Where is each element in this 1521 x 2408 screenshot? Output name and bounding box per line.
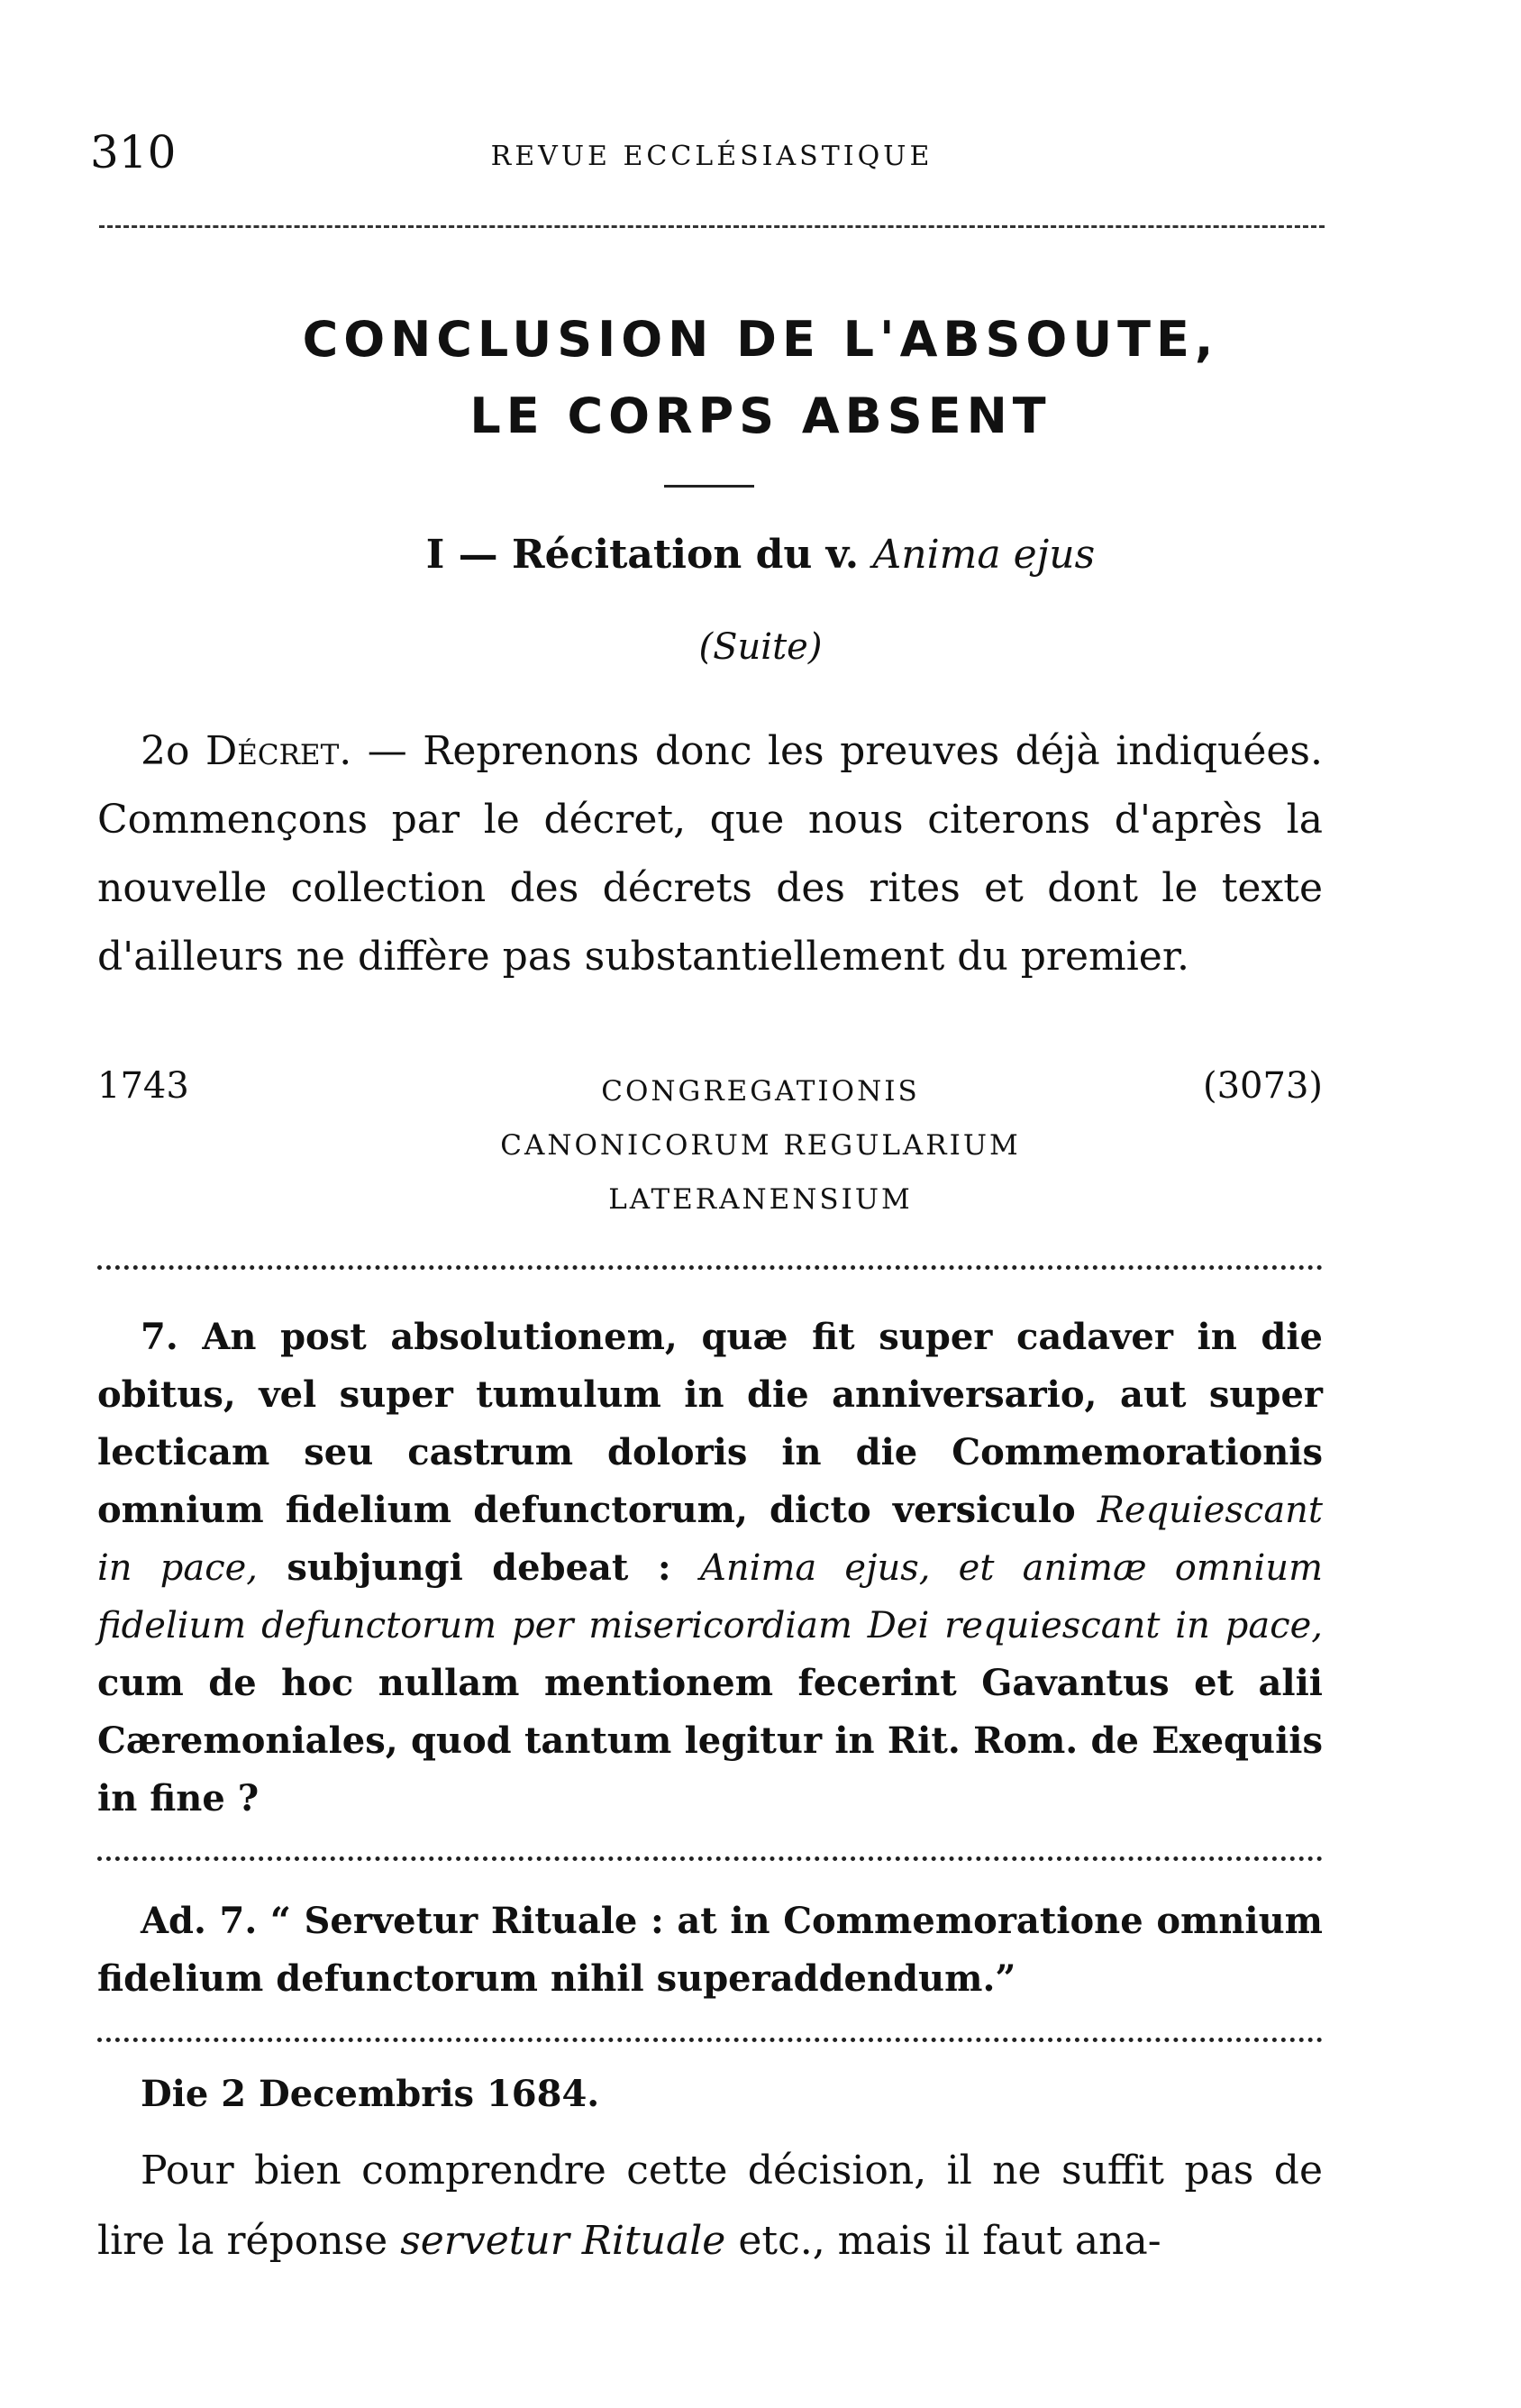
header-rule	[99, 225, 1325, 228]
page-header	[90, 126, 1334, 180]
section-heading-italic: Anima ejus	[872, 532, 1096, 578]
question-7-part3: cum de hoc nullam mentionem fecerint Gavantus et alii Cæremoniales, quod tantum legitur in Rit. Rom. de Exequiis in fine ?	[97, 1662, 1323, 1820]
paragraph-smallcaps: Décret.	[205, 728, 352, 774]
page-number: 310	[90, 126, 177, 178]
article-title-line2: LE CORPS ABSENT	[469, 388, 1052, 444]
paragraph-text: — Reprenons donc les preuves déjà indiquées. Commençons par le décret, que nous citerons d'après la nouvelle collection des décrets des rites et dont le texte d'ailleurs ne diffère pas substantiellement du premier.	[97, 728, 1323, 980]
paragraph-commentary	[97, 2136, 1323, 2276]
paragraph-decret	[97, 717, 1323, 991]
decree-heading-line3: LATERANENSIUM	[608, 1183, 913, 1216]
section-heading	[0, 532, 1521, 578]
section-suite: (Suite)	[698, 626, 823, 668]
question-7-italic2: Anima ejus, et animæ omnium fidelium defunctorum per misericordiam Dei requiescant in pace,	[97, 1547, 1323, 1646]
title-rule	[664, 485, 754, 488]
dotted-separator	[97, 2038, 1323, 2042]
decree-code: (3073)	[1202, 1065, 1323, 1107]
question-7-part1: 7. An post absolutionem, quæ fit super cadaver in die obitus, vel super tumulum in die anniversario, aut super lecticam seu castrum doloris in die Commemorationis omnium fidelium defunctorum, dicto versiculo	[97, 1316, 1323, 1531]
decree-heading-line1: CONGREGATIONIS	[601, 1075, 920, 1108]
running-head: REVUE ECCLÉSIASTIQUE	[490, 141, 934, 172]
paragraph-commentary-part2: etc., mais il faut ana-	[738, 2218, 1161, 2264]
section-heading-label: I — Récitation du v.	[425, 532, 860, 578]
dotted-separator	[97, 1265, 1323, 1270]
paragraph-commentary-part1: Pour bien comprendre cette décision, il ne suffit pas de lire la réponse	[97, 2148, 1323, 2264]
decree-date: Die 2 Decembris 1684.	[141, 2073, 600, 2115]
answer-7: Ad. 7. “ Servetur Rituale : at in Commemoratione omnium fidelium defunctorum nihil superaddendum.”	[97, 1900, 1323, 2000]
decree-number: 1743	[97, 1065, 189, 1107]
decree-heading-line2: CANONICORUM REGULARIUM	[500, 1129, 1021, 1162]
article-title-line1: CONCLUSION DE L'ABSOUTE,	[302, 311, 1219, 368]
paragraph-commentary-italic: servetur Rituale	[400, 2218, 726, 2264]
question-7-part2: subjungi debeat :	[287, 1546, 671, 1589]
question-7-italic1: Requiescant in pace,	[97, 1490, 1323, 1589]
paragraph-lead: 2o	[141, 728, 190, 774]
question-7	[97, 1309, 1323, 1828]
dotted-separator	[97, 1856, 1323, 1861]
